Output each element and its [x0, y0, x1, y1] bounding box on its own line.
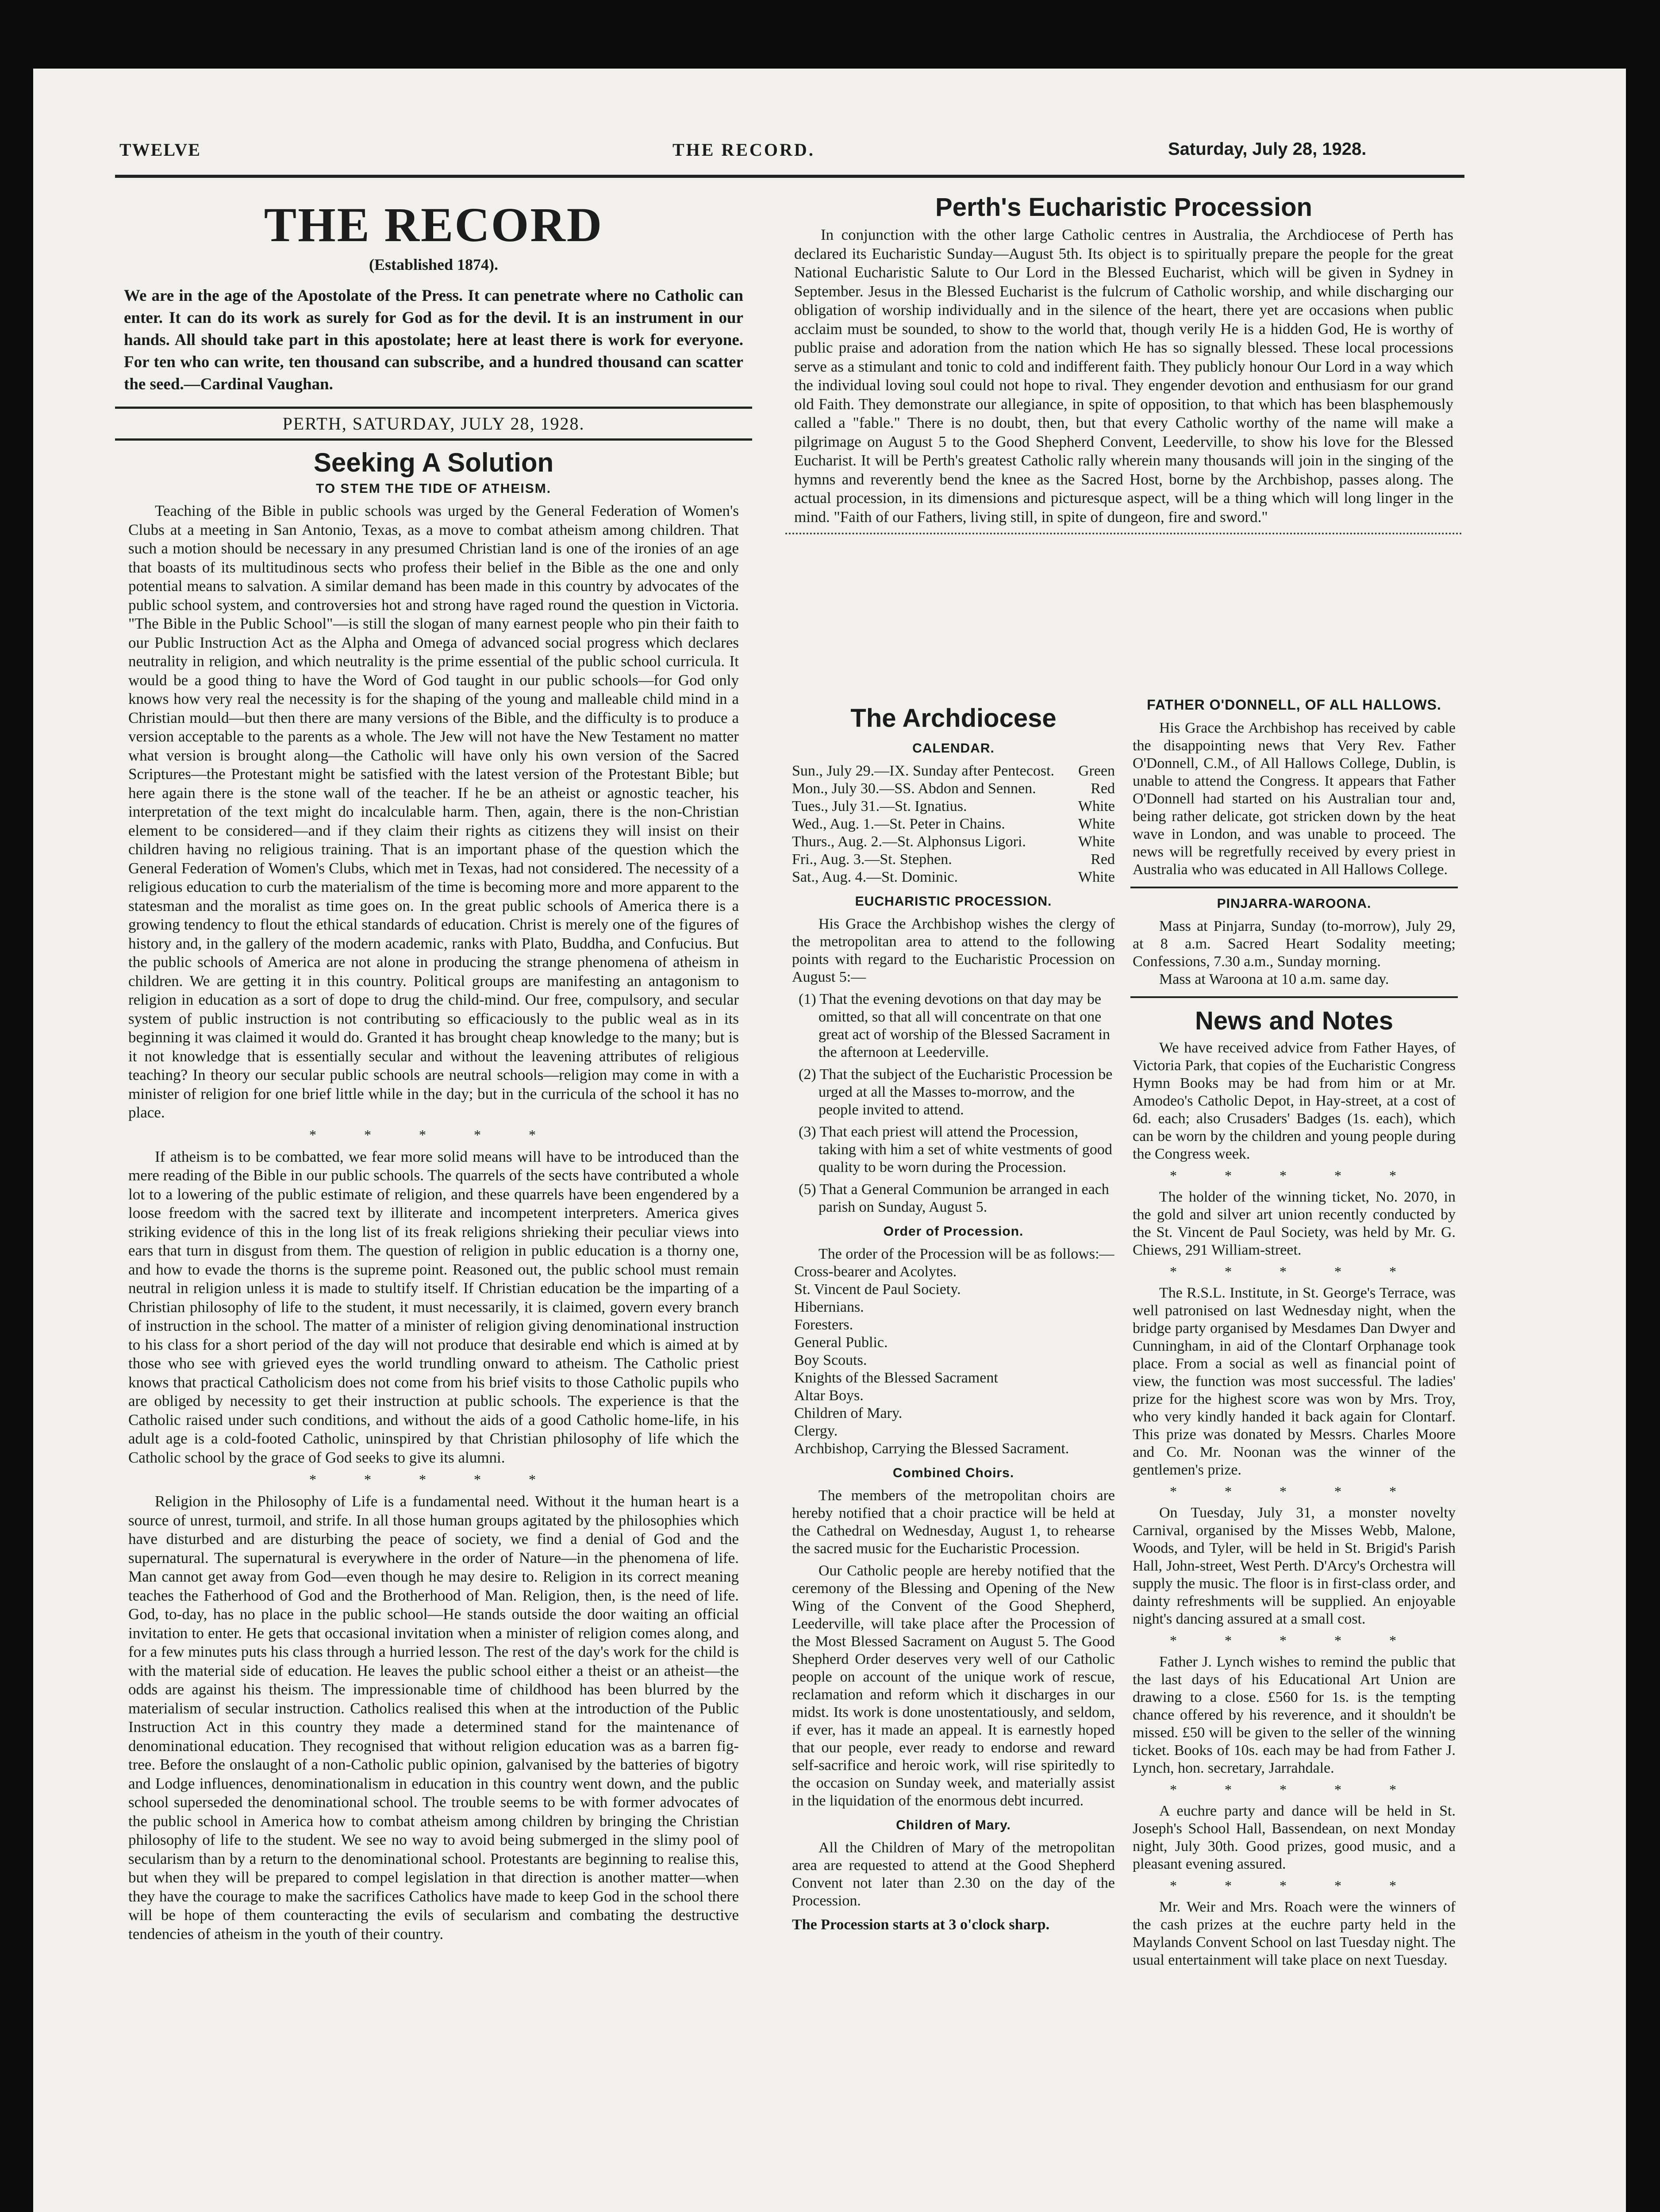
- dateline: PERTH, SATURDAY, JULY 28, 1928.: [282, 414, 585, 434]
- choirs-notice: The members of the metropolitan choirs are hereby notified that a choir practice will be held at the Cathedral on Wednesday, August 1, to rehearse the sacred music for the Eucharistic Procession.: [792, 1487, 1115, 1557]
- page-number: TWELVE: [119, 140, 201, 160]
- news-item: We have received advice from Father Hayes, of Victoria Park, that copies of the Eucharistic Congress Hymn Books may be had from him or at Mr. Amodeo's Catholic Depot, in Hay-street, at a cost of 6d. each; also Crusaders' Badges (1s. each), which can be worn by the children and young people during the Congress week.: [1133, 1040, 1456, 1162]
- calendar-feast: Thurs., Aug. 2.—St. Alphonsus Ligori.: [792, 833, 1026, 850]
- calendar-feast: Mon., July 30.—SS. Abdon and Sennen.: [792, 780, 1036, 797]
- calendar-feast: Sun., July 29.—IX. Sunday after Pentecost.: [792, 763, 1055, 779]
- calendar-colour: White: [1078, 869, 1115, 885]
- order-item: General Public.: [794, 1334, 888, 1351]
- order-item: Foresters.: [794, 1317, 853, 1333]
- eucharistic-procession-intro: His Grace the Archbishop wishes the clergy of the metropolitan area to attend to the following points with regard to the Eucharistic Procession on August 5:—: [792, 916, 1115, 985]
- news-item: The R.S.L. Institute, in St. George's Terrace, was well patronised on last Wednesday night, when the bridge party organised by Mesdames Dan Dwyer and Cunningham, in aid of the Clontarf Orphanage took place. From a social as well as financial point of view, the function was most successful. The ladies' prize for the highest score was won by Mrs. Troy, who very kindly handed it back again for Clontarf. This prize was donated by Messrs. Charles Moore and Co. Mr. Noonan was the winner of the gentlemen's prize.: [1133, 1285, 1456, 1478]
- section-stars: * * * * *: [309, 1126, 558, 1143]
- odonnell-body: His Grace the Archbishop has received by cable the disappointing news that Very Rev. Father O'Donnell, C.M., of All Hallows College, Dublin, is unable to attend the Congress. It appears that Father O'Donnell had started on his Australian tour and, being rather delicate, got stricken down by the heat wave in London, and was unable to proceed. The news will be regretfully received by every priest in Australia who was educated in All Hallows College.: [1133, 720, 1456, 878]
- procession-end-rule: [785, 533, 1462, 534]
- news-item: On Tuesday, July 31, a monster novelty Carnival, organised by the Misses Webb, Malone, Woods, and Tyler, will be held in St. Brigid's Parish Hall, John-street, West Perth. D'Arcy's Orchestra will supply the music. The floor is in first-class order, and dainty refreshments will be supplied. An enjoyable night's dancing assured at a small cost.: [1133, 1505, 1456, 1627]
- procession-headline: Perth's Eucharistic Procession: [935, 193, 1312, 222]
- calendar-colour: White: [1078, 816, 1115, 832]
- choirs-heading: Combined Choirs.: [892, 1466, 1014, 1480]
- calendar-colour: White: [1078, 833, 1115, 850]
- procession-body: In conjunction with the other large Catholic centres in Australia, the Archdiocese of Perth has declared its Eucharistic Sunday—August 5th. Its object is to spiritually prepare the people for the great National Eucharistic Salute to Our Lord in the Blessed Eucharist, which will be given in Sydney in September. Jesus in the Blessed Eucharist is the fulcrum of Catholic worship, and while discharging our obligation of worship individually and in the silence of the heart, there yet are occasions when public acclaim must be sounded, to show to the world that, though verily He is a hidden God, He is worthy of public praise and adoration from the nation which He has so signally blessed. These local processions serve as a stimulant and tonic to cold and indifferent faith. They publicly honour Our Lord in a way which the individual loving soul could not hope to rival. They engender devotion and enthusiasm for our grand old Faith. They demonstrate our allegiance, in spite of opposition, to that which has been blasphemously called a "fable." There is no doubt, then, but that every Catholic worthy of the name will make a pilgrimage on August 5 to the Good Shepherd Convent, Leederville, to show his love for the Blessed Eucharist. It will be Perth's greatest Catholic rally wherein many thousands will join in the singing of the hymns and reverently bend the knee as the Sacred Host, borne by the Archbishop, passes along. The actual procession, in its dimensions and picturesque aspect, will be a thing which will long linger in the mind. "Faith of our Fathers, living still, in spite of dungeon, fire and sword.": [794, 226, 1453, 526]
- order-item: Children of Mary.: [794, 1405, 903, 1421]
- order-heading: Order of Procession.: [883, 1224, 1024, 1239]
- news-headline: News and Notes: [1195, 1006, 1393, 1035]
- dateline-rule: [115, 438, 752, 441]
- calendar-entry: [792, 762, 1115, 780]
- section-divider: [1130, 887, 1458, 888]
- order-item: Cross-bearer and Acolytes.: [794, 1263, 957, 1280]
- newspaper-page: [33, 69, 1626, 2212]
- procession-points: [799, 991, 1115, 1216]
- news-separator: * * * * *: [1170, 1878, 1418, 1893]
- calendar-heading: CALENDAR.: [912, 741, 995, 756]
- procession-point: (2) That the subject of the Eucharistic Procession be urged at all the Masses to-morrow, and the people invited to attend.: [799, 1066, 1113, 1118]
- news-separator: * * * * *: [1170, 1167, 1418, 1183]
- seeking-paragraph-1: Teaching of the Bible in public schools was urged by the General Federation of Women's Clubs at a meeting in San Antonio, Texas, as a move to combat atheism among children. That such a motion should be necessary in any presumed Christian land is one of the ironies of an age that boasts of its multitudinous sects who profess their belief in the Bible as the one and only potential means to salvation. A similar demand has been made in this country by advocates of the public school system, and controversies hot and strong have raged round the question in Victoria. "The Bible in the Public School"—is still the slogan of many earnest people who pin their faith to our Public Instruction Act as the Alpha and Omega of advanced social progress which declares neutrality in religion, and which neutrality is the prime essential of the public school curricula. It would be a good thing to have the Word of God taught in our public schools—for God only knows how very real the necessity is for the shaping of the young and malleable child mind in a Christian mould—but then there are many versions of the Bible, and the difficulty is to produce a version acceptable to the parents as a whole. The Jew will not have the New Testament no matter what version is brought along—the Catholic will have only his own version of the Sacred Scriptures—the Protestant might be satisfied with the latest version of the Protestant Bible; but here again there is the stone wall of the teacher. If he be an atheist or agnostic teacher, his interpretation of the text might do incalculable harm. Then, again, there is the non-Christian element to be considered—and if they claim their rights as citizens they will insist on their children having no religious training. That is an important phase of the question which the General Federation of Women's Clubs, which met in Texas, had not considered. The necessity of a religious education to curb the materialism of the time is becoming more and more apparent to the statesman and the moralist as time goes on. In the great public schools of America there is a growing tendency to flout the ethical standards of education. Christ is merely one of the figures of history and, in the gallery of the modern academic, ranks with Plato, Buddha, and Confucius. But the public schools of America are not alone in producing the strange phenomena of atheism in children. We are getting it in this country. Political groups are manifesting an antagonism to religion in education as a sort of dope to drug the child-mind. Our free, compulsory, and secular system of public instruction is not contributing so efficaciously to the public weal as in its beginning it was claimed it would do. Granted it has brought cheap knowledge to the many; but is it not knowledge that is essentially secular and without the leavening attributes of religious teaching? In theory our secular public schools are neutral schools—religion may come in with a minister of religion for one brief little while in the day; but in the curricula of the school it has no place.: [128, 502, 739, 1121]
- children-of-mary-notice: All the Children of Mary of the metropolitan area are requested to attend at the Good Shepherd Convent not later than 2.30 on the day of the Procession.: [792, 1839, 1115, 1909]
- issue-date: Saturday, July 28, 1928.: [1168, 139, 1367, 159]
- page-masthead: [119, 139, 1447, 170]
- running-title: THE RECORD.: [672, 140, 815, 160]
- left-column: [115, 188, 752, 1943]
- nameplate: [115, 197, 752, 441]
- seeking-headline: Seeking A Solution: [313, 448, 554, 477]
- calendar-entry: [792, 833, 1115, 851]
- nameplate-rule: [115, 407, 752, 409]
- waroona-mass: Mass at Waroona at 10 a.m. same day.: [1159, 971, 1389, 987]
- news-item: Father J. Lynch wishes to remind the public that the last days of his Educational Art Union are drawing to a close. £560 for 1s. is the tempting chance offered by his reverence, and it shouldn't be missed. £50 will be given to the seller of the winning ticket. Books of 10s. each may be had from Father J. Lynch, hon. secretary, Jarrahdale.: [1133, 1654, 1456, 1776]
- children-of-mary-heading: Children of Mary.: [896, 1818, 1011, 1832]
- calendar-entry: [792, 868, 1115, 886]
- news-item: The holder of the winning ticket, No. 2070, in the gold and silver art union recently conducted by the St. Vincent de Paul Society, was held by Mr. G. Chiews, 291 William-street.: [1133, 1189, 1456, 1258]
- news-items: [1126, 1039, 1462, 1969]
- order-item: Boy Scouts.: [794, 1352, 867, 1368]
- liturgical-calendar: [792, 762, 1115, 886]
- procession-article: [785, 188, 1462, 541]
- order-item: Altar Boys.: [794, 1387, 864, 1404]
- calendar-entry: [792, 798, 1115, 815]
- paper-title: THE RECORD: [264, 198, 603, 252]
- news-separator: * * * * *: [1170, 1263, 1418, 1279]
- calendar-entry: [792, 851, 1115, 868]
- seeking-paragraph-2: If atheism is to be combatted, we fear more solid means will have to be introduced than the mere reading of the Bible in our public schools. The quarrels of the sects have contributed a whole lot to a lowering of the public estimate of religion, and these quarrels have been engendered by a loose freedom with the sacred text by illiterate and incompetent interpreters. America gives striking evidence of this in the long list of its freak religions shrieking their peculiar views into ears that turn in disgust from them. The question of religion in public education is a thorny one, and how to evade the thorns is the supreme point. Reasoned out, the public school must remain neutral in religion unless it is made to stultify itself. If Christian education be the imparting of a Christian philosophy of life to the student, it must necessarily, it is claimed, govern every branch of instruction in the school. The matter of a minister of religion giving denominational instruction to his class for a short period of the day will not produce that desirable end which is aimed at by those who see with grieved eyes the world trundling onward to atheism. The Catholic priest knows that practical Catholicism does not come from his brief visits to those Catholic pupils who are obliged by necessity to get their instruction at public schools. The experience is that the Catholic raised under such conditions, and without the aids of a good Catholic home-life, in his adult age is a cold-footed Catholic, uninspired by that Christian philosophy of life which the Catholic school by the grace of God seeks to give its alumni.: [128, 1148, 739, 1466]
- procession-start-time: The Procession starts at 3 o'clock sharp.: [792, 1916, 1050, 1933]
- pinjarra-mass: Mass at Pinjarra, Sunday (to-morrow), July 29, at 8 a.m. Sacred Heart Sodality meeting; Confessions, 7.30 a.m., Sunday morning.: [1133, 918, 1456, 970]
- odonnell-heading: FATHER O'DONNELL, OF ALL HALLOWS.: [1147, 697, 1441, 713]
- calendar-feast: Sat., Aug. 4.—St. Dominic.: [792, 869, 958, 885]
- news-item: Mr. Weir and Mrs. Roach were the winners of the cash prizes at the euchre party held in the Maylands Convent School on last Tuesday night. The usual entertainment will take place on next Tuesday.: [1133, 1899, 1456, 1968]
- archdiocese-headline: The Archdiocese: [850, 704, 1057, 733]
- order-list: [794, 1263, 1113, 1458]
- news-item: A euchre party and dance will be held in St. Joseph's School Hall, Bassendean, on next Monday night, July 30th. Good prizes, good music, and a pleasant evening assured.: [1133, 1803, 1456, 1872]
- order-item: St. Vincent de Paul Society.: [794, 1281, 961, 1298]
- calendar-feast: Wed., Aug. 1.—St. Peter in Chains.: [792, 816, 1005, 832]
- news-column: [1126, 697, 1462, 1969]
- calendar-colour: White: [1078, 798, 1115, 814]
- masthead-rule: [115, 175, 1464, 178]
- calendar-colour: Green: [1078, 763, 1115, 779]
- calendar-colour: Red: [1091, 851, 1115, 868]
- vaughan-quote: We are in the age of the Apostolate of the Press. It can penetrate where no Catholic can enter. It can do its work as surely for God as for the devil. It is an instrument in our hands. All should take part in this apostolate; here at least there is work for everyone. For ten who can write, ten thousand can subscribe, and a hundred thousand can scatter the seed.—Cardinal Vaughan.: [124, 287, 743, 393]
- procession-point: (1) That the evening devotions on that day may be omitted, so that all will concentrate on that one great act of worship of the Blessed Sacrament in the afternoon at Leederville.: [799, 991, 1111, 1060]
- order-item: Hibernians.: [794, 1299, 864, 1315]
- calendar-entry: [792, 780, 1115, 798]
- order-intro: The order of the Procession will be as follows:—: [818, 1246, 1114, 1262]
- archdiocese-column: [785, 697, 1122, 1934]
- section-stars: * * * * *: [309, 1471, 558, 1487]
- procession-point: (5) That a General Communion be arranged in each parish on Sunday, August 5.: [799, 1181, 1109, 1215]
- order-item: Knights of the Blessed Sacrament: [794, 1370, 998, 1386]
- seeking-paragraph-3: Religion in the Philosophy of Life is a fundamental need. Without it the human heart is a source of unrest, turmoil, and strife. In all those human groups agitated by the philosophies which have disturbed and are disturbing the peace of society, we find a denial of God and the supernatural. The supernatural is everywhere in the order of Nature—in the phenomena of life. Man cannot get away from God—even though he may desire to. Religion in its correct meaning teaches the Fatherhood of God and the Brotherhood of Man. Religion, then, is the need of life. God, to-day, has no place in the public school—He stands outside the door waiting an official invitation to enter. He gets that occasional invitation when a minister of religion comes along, and for a few minutes puts his class through a hurried lesson. The rest of the day's work for the child is with the material side of education. He leaves the public school either a theist or an atheist—the odds are against his theism. The impressionable time of childhood has been blurred by the materialism of secular instruction. Catholics realised this when at the introduction of the Public Instruction Act in this country they made a determined stand for the maintenance of denominational education. They recognised that without religion education was as a barren fig-tree. Before the onslaught of a non-Catholic public opinion, galvanised by the batteries of bigotry and Lodge influences, denominationalism in education in this country went down, and the public school superseded the denominational school. The trouble seems to be with former advocates of the public school in America how to combat atheism among children by bringing the Christian philosophy of life to the student. We see no way to avoid being submerged in the slimy pool of secularism than by a return to the denominational school. Protestants are beginning to realise this, but when they will be prepared to compel legislation in that direction is another matter—when they have the courage to make the sacrifices Catholics have made to keep God in the school there will be hope of them counteracting the evils of secularism and combating the destructive tendencies of atheism in the youth of their country.: [128, 1493, 739, 1943]
- section-divider: [1130, 996, 1458, 998]
- eucharistic-procession-heading: EUCHARISTIC PROCESSION.: [855, 894, 1052, 909]
- news-separator: * * * * *: [1170, 1632, 1418, 1648]
- seeking-subheading: TO STEM THE TIDE OF ATHEISM.: [315, 481, 552, 496]
- calendar-colour: Red: [1091, 780, 1115, 797]
- calendar-feast: Tues., July 31.—St. Ignatius.: [792, 798, 967, 814]
- news-separator: * * * * *: [1170, 1483, 1418, 1499]
- good-shepherd-notice: Our Catholic people are hereby notified that the ceremony of the Blessing and Opening of the New Wing of the Convent of the Good Shepherd, Leederville, will take place after the Procession of the Most Blessed Sacrament on August 5. The Good Shepherd Order deserves very well of our Catholic people on account of the unique work of rescue, reclamation and reform which it discharges in our midst. Its work is done unostentatiously, and seldom, if ever, has it made an appeal. It is earnestly hoped that our people, ever ready to endorse and reward self-sacrifice and heroic work, will rise spiritedly to the occasion on Sunday week, and materially assist in the liquidation of the enormous debt incurred.: [792, 1563, 1115, 1809]
- established-line: (Established 1874).: [369, 256, 499, 273]
- calendar-entry: [792, 815, 1115, 833]
- calendar-feast: Fri., Aug. 3.—St. Stephen.: [792, 851, 952, 868]
- procession-point: (3) That each priest will attend the Procession, taking with him a set of white vestments of good quality to be worn during the Procession.: [799, 1124, 1112, 1175]
- news-separator: * * * * *: [1170, 1782, 1418, 1797]
- order-item: Clergy.: [794, 1423, 838, 1439]
- pinjarra-heading: PINJARRA-WAROONA.: [1217, 896, 1372, 911]
- order-item: Archbishop, Carrying the Blessed Sacrament.: [794, 1440, 1069, 1457]
